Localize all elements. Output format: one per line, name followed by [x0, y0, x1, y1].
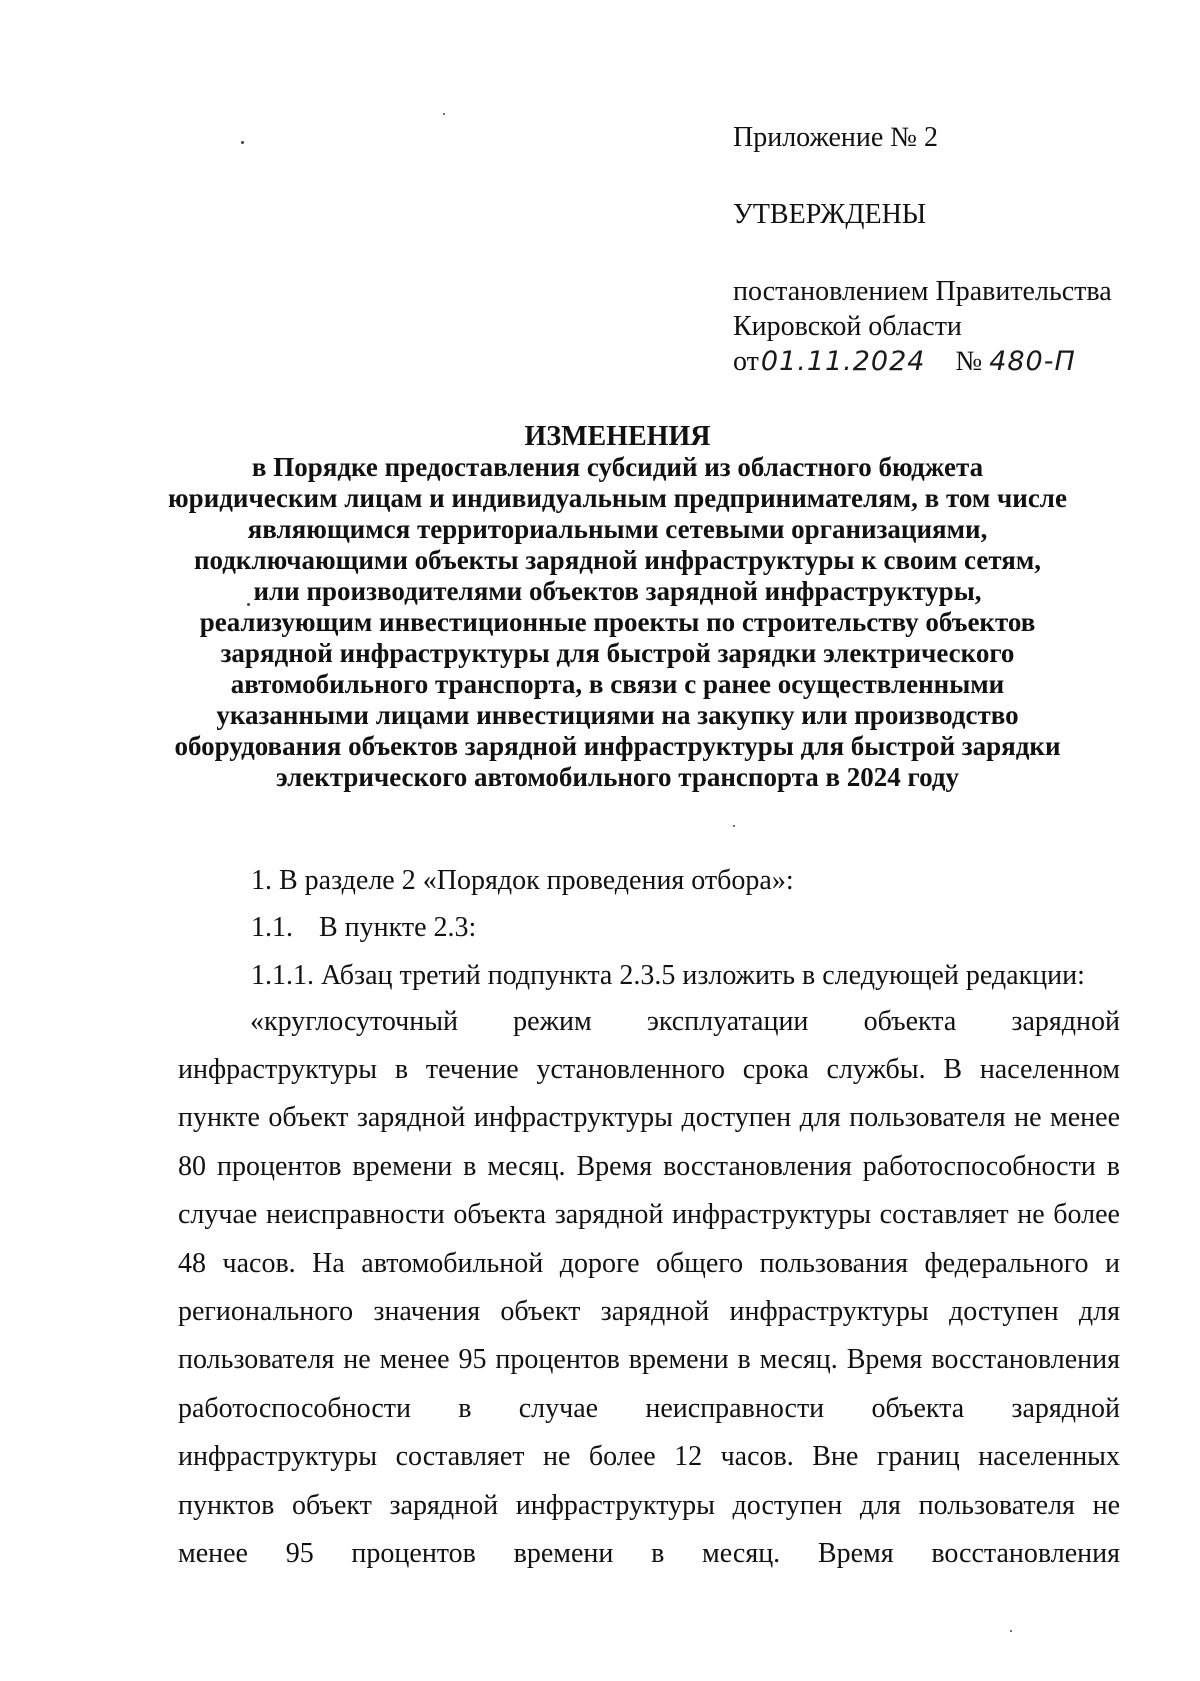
title-line: являющимся территориальными сетевыми организациями,	[247, 514, 988, 544]
paragraph-line: 48 часов. На автомобильной дороге общего пользования федерального и	[178, 1248, 1120, 1279]
handwritten-number: 480-П	[989, 346, 1076, 377]
paragraph-line: инфраструктуры в течение установленного срока службы. В населенном	[178, 1054, 1120, 1085]
handwritten-date: 01.11.2024	[760, 346, 926, 377]
paragraph-line: работоспособности в случае неисправности объекта зарядной	[178, 1393, 1120, 1424]
paragraph-line: пунктов объект зарядной инфраструктуры доступен для пользователя не	[178, 1490, 1120, 1521]
date-prefix: от	[733, 346, 759, 377]
paragraph-line: инфраструктуры составляет не более 12 часов. Вне границ населенных	[178, 1441, 1120, 1472]
scan-speck	[241, 141, 244, 144]
item-1-1-1: 1.1.1. Абзац третий подпункта 2.3.5 изложить в следующей редакции:	[251, 960, 1085, 991]
decree-line-1: постановлением Правительства	[733, 276, 1112, 307]
title-line: электрического автомобильного транспорта в 2024 году	[275, 762, 960, 792]
paragraph-line: менее 95 процентов времени в месяц. Время восстановления	[178, 1538, 1120, 1569]
paragraph-line: случае неисправности объекта зарядной инфраструктуры составляет не более	[178, 1199, 1120, 1230]
decree-line-2: Кировской области	[733, 311, 962, 342]
appendix-label: Приложение № 2	[733, 122, 938, 153]
title-line: юридическим лицам и индивидуальным предпринимателям, в том числе	[168, 483, 1067, 513]
title-line: реализующим инвестиционные проекты по строительству объектов	[199, 607, 1036, 637]
item-1: 1. В разделе 2 «Порядок проведения отбора»:	[251, 865, 794, 896]
paragraph-line: «круглосуточный режим эксплуатации объекта зарядной	[250, 1006, 1120, 1037]
paragraph-line: пункте объект зарядной инфраструктуры доступен для пользователя не менее	[178, 1102, 1120, 1133]
paragraph-line: 80 процентов времени в месяц. Время восстановления работоспособности в	[178, 1151, 1120, 1182]
scan-speck	[1010, 1630, 1012, 1632]
title-line: подключающими объекты зарядной инфраструктуры к своим сетям,	[193, 545, 1042, 575]
title-line: или производителями объектов зарядной инфраструктуры,	[253, 576, 982, 606]
title-line: в Порядке предоставления субсидий из областного бюджета	[251, 452, 984, 482]
item-1-1-text: В пункте 2.3:	[319, 912, 477, 943]
scan-speck	[443, 113, 445, 115]
document-title	[150, 421, 1085, 793]
paragraph-line: пользователя не менее 95 процентов времени в месяц. Время восстановления	[178, 1344, 1120, 1375]
item-1-1	[251, 912, 476, 944]
appendix-block	[733, 120, 1153, 379]
item-1-1-number: 1.1.	[251, 912, 293, 943]
approved-label: УТВЕРЖДЕНЫ	[733, 199, 927, 230]
title-heading: ИЗМЕНЕНИЯ	[524, 421, 711, 452]
scan-speck	[733, 825, 735, 827]
paragraph-line: регионального значения объект зарядной инфраструктуры доступен для	[178, 1296, 1120, 1327]
title-line: оборудования объектов зарядной инфраструктуры для быстрой зарядки	[174, 731, 1061, 761]
number-sign: №	[955, 346, 983, 377]
title-line: автомобильного транспорта, в связи с ранее осуществленными	[230, 669, 1005, 699]
title-line: зарядной инфраструктуры для быстрой зарядки электрического	[220, 638, 1015, 668]
scan-speck	[247, 603, 250, 606]
title-line: указанными лицами инвестициями на закупку или производство	[216, 700, 1019, 730]
decree-date-line	[733, 344, 1153, 379]
